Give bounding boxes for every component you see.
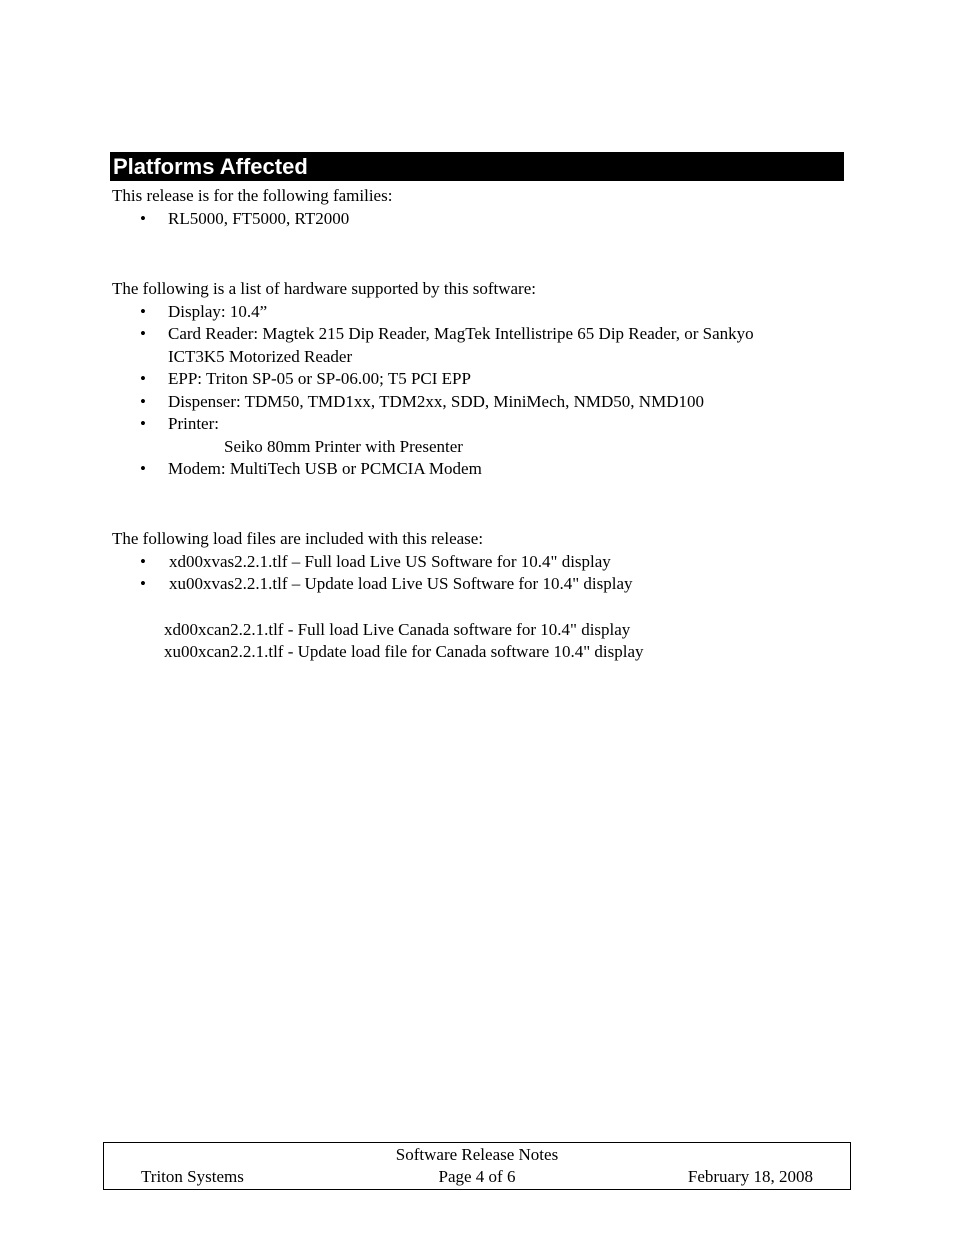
bullet-icon: •	[140, 391, 146, 411]
section-heading	[110, 152, 844, 181]
hardware-block	[112, 278, 852, 481]
list-item	[112, 323, 852, 346]
list-item	[112, 573, 852, 596]
hardware-epp: EPP: Triton SP-05 or SP-06.00; T5 PCI EPP	[168, 369, 471, 388]
hardware-modem: Modem: MultiTech USB or PCMCIA Modem	[168, 459, 482, 478]
load-file-us-full: xd00xvas2.2.1.tlf – Full load Live US Software for 10.4" display	[169, 551, 611, 571]
bullet-icon: •	[140, 369, 146, 388]
load-files-block	[112, 528, 852, 664]
list-item-continuation	[112, 346, 852, 369]
load-files-list	[112, 551, 852, 596]
bullet-icon: •	[140, 301, 146, 321]
bullet-icon: •	[140, 551, 146, 571]
hardware-printer-detail: Seiko 80mm Printer with Presenter	[224, 436, 463, 456]
bullet-icon: •	[140, 459, 146, 478]
load-file-us-update: xu00xvas2.2.1.tlf – Update load Live US Software for 10.4" display	[169, 574, 633, 593]
hardware-dispenser: Dispenser: TDM50, TMD1xx, TDM2xx, SDD, MiniMech, NMD50, NMD100	[168, 391, 704, 411]
bullet-icon: •	[140, 208, 146, 228]
page-footer	[103, 1142, 851, 1190]
list-item	[112, 551, 852, 574]
hardware-printer: Printer:	[168, 414, 219, 433]
footer-doc-title: Software Release Notes	[395, 1145, 559, 1164]
load-files-intro: The following load files are included with this release:	[112, 529, 484, 548]
hardware-display: Display: 10.4”	[168, 301, 268, 321]
list-item	[112, 413, 852, 436]
hardware-card-reader-cont: ICT3K5 Motorized Reader	[168, 346, 353, 366]
list-item-continuation	[112, 436, 852, 459]
list-item	[112, 391, 852, 414]
list-item	[112, 368, 852, 391]
footer-company: Triton Systems	[141, 1167, 244, 1186]
bullet-icon: •	[140, 414, 146, 433]
footer-date: February 18, 2008	[687, 1167, 813, 1186]
load-file-canada-full: xd00xcan2.2.1.tlf - Full load Live Canada software for 10.4" display	[164, 619, 631, 639]
hardware-intro: The following is a list of hardware supported by this software:	[112, 279, 536, 298]
hardware-list	[112, 301, 852, 481]
family-text: RL5000, FT5000, RT2000	[168, 208, 350, 228]
list-item	[112, 208, 852, 231]
footer-page-number: Page 4 of 6	[438, 1167, 516, 1186]
bullet-icon: •	[140, 574, 146, 593]
families-block	[112, 185, 852, 230]
load-file-canada-update: xu00xcan2.2.1.tlf - Update load file for Canada software 10.4" display	[164, 642, 644, 661]
hardware-card-reader: Card Reader: Magtek 215 Dip Reader, MagTek Intellistripe 65 Dip Reader, or Sankyo	[168, 324, 754, 343]
section-title: Platforms Affected	[113, 154, 308, 179]
list-item	[112, 301, 852, 324]
list-item	[112, 458, 852, 481]
families-list	[112, 208, 852, 231]
bullet-icon: •	[140, 324, 146, 343]
families-intro: This release is for the following families:	[112, 186, 393, 205]
